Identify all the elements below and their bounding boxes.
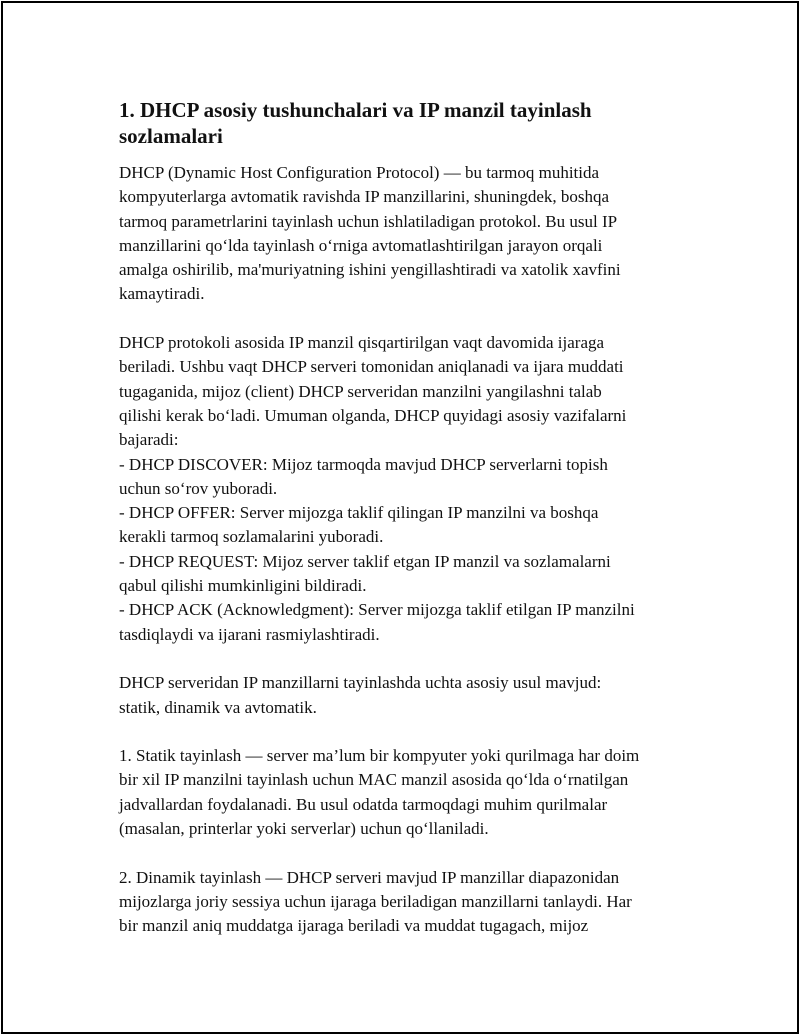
section-heading [119, 97, 699, 149]
text-line: DHCP serveridan IP manzillarni tayinlashda uchta asosiy usul mavjud: [119, 673, 602, 693]
text-line: tasdiqlaydi va ijarani rasmiylashtiradi. [119, 624, 380, 644]
paragraph-static [119, 744, 699, 841]
text-line: tugaganida, mijoz (client) DHCP serveridan manzilni yangilashni talab [119, 381, 602, 401]
list-item-ack: - DHCP ACK (Acknowledgment): Server mijozga taklif etilgan IP manzilni [119, 600, 635, 620]
text-line: uchun so‘rov yuboradi. [119, 478, 278, 498]
text-line: amalga oshirilib, ma'muriyatning ishini yengillashtiradi va xatolik xavfini [119, 260, 621, 280]
text-line: manzillarini qo‘lda tayinlash o‘rniga avtomatlashtirilgan jarayon orqali [119, 235, 603, 255]
document-body [119, 97, 699, 963]
page-frame [1, 1, 799, 1034]
list-item-request: - DHCP REQUEST: Mijoz server taklif etgan IP manzil va sozlamalarni [119, 551, 611, 571]
text-line: mijozlarga joriy sessiya uchun ijaraga beriladigan manzillarni tanlaydi. Har [119, 891, 632, 911]
text-line: bir xil IP manzilni tayinlash uchun MAC manzil asosida qo‘lda o‘rnatilgan [119, 770, 629, 790]
paragraph-dhcp-functions [119, 331, 699, 647]
text-line: qabul qilishi mumkinligini bildiradi. [119, 576, 367, 596]
text-line: qilishi kerak bo‘ladi. Umuman olganda, DHCP quyidagi asosiy vazifalarni [119, 405, 627, 425]
text-line: DHCP (Dynamic Host Configuration Protocol) — bu tarmoq muhitida [119, 163, 600, 182]
list-item-offer: - DHCP OFFER: Server mijozga taklif qilingan IP manzilni va boshqa [119, 503, 599, 523]
text-line: tarmoq parametrlarini tayinlash uchun ishlatiladigan protokol. Bu usul IP [119, 211, 618, 231]
text-line: kerakli tarmoq sozlamalarini yuboradi. [119, 527, 384, 547]
list-item-discover: - DHCP DISCOVER: Mijoz tarmoqda mavjud DHCP serverlarni topish [119, 454, 608, 474]
paragraph-methods [119, 671, 699, 720]
text-line: beriladi. Ushbu vaqt DHCP serveri tomonidan aniqlanadi va ijara muddati [119, 357, 624, 377]
text-line: bajaradi: [119, 430, 179, 450]
heading-line: 1. DHCP asosiy tushunchalari va IP manzil tayinlash [119, 98, 592, 122]
heading-line: sozlamalari [119, 124, 223, 148]
text-line: (masalan, printerlar yoki serverlar) uchun qo‘llaniladi. [119, 819, 489, 839]
text-line: bir manzil aniq muddatga ijaraga beriladi va muddat tugagach, mijoz [119, 916, 589, 936]
paragraph-intro [119, 161, 699, 307]
text-line: 1. Statik tayinlash — server ma’lum bir kompyuter yoki qurilmaga har doim [119, 746, 640, 766]
text-line: 2. Dinamik tayinlash — DHCP serveri mavjud IP manzillar diapazonidan [119, 867, 620, 887]
text-line: jadvallardan foydalanadi. Bu usul odatda tarmoqdagi muhim qurilmalar [119, 794, 608, 814]
paragraph-dynamic [119, 866, 699, 939]
text-line: statik, dinamik va avtomatik. [119, 697, 317, 717]
text-line: kompyuterlarga avtomatik ravishda IP manzillarini, shuningdek, boshqa [119, 187, 610, 207]
text-line: DHCP protokoli asosida IP manzil qisqartirilgan vaqt davomida ijaraga [119, 333, 605, 353]
text-line: kamaytiradi. [119, 284, 205, 304]
